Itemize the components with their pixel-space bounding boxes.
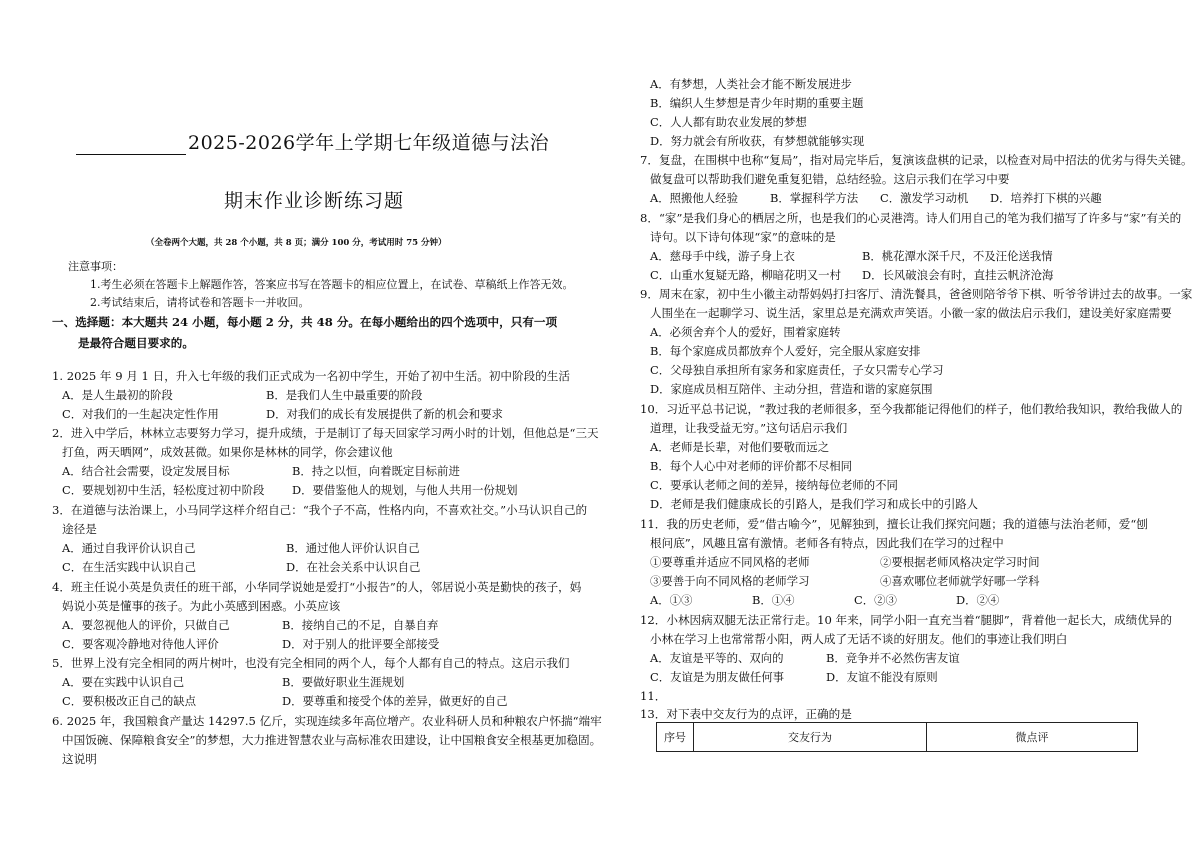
question-7-stem: 7．复盘，在围棋中也称“复局”，指对局完毕后，复演该盘棋的记录，以检查对局中招法的优劣与得失关键。 (640, 153, 1193, 167)
table-header-comment: 微点评 (927, 723, 1138, 752)
table-header-index: 序号 (657, 723, 694, 752)
question-7-option-a: A．照搬他人经验 (650, 191, 738, 205)
question-1-stem: 1. 2025 年 9 月 1 日，升入七年级的我们正式成为一名初中学生，开始了初中生活。初中阶段的生活 (52, 369, 570, 383)
question-13-table (656, 722, 1138, 752)
question-4-option-a: A．要忽视他人的评价，只做自己 (62, 618, 230, 632)
question-6-option-a: A．有梦想，人类社会才能不断发展进步 (650, 77, 852, 91)
question-10-stem-cont: 道理，让我受益无穷。”这句话启示我们 (650, 421, 848, 435)
question-10-option-b: B．每个人心中对老师的评价都不尽相同 (650, 459, 853, 473)
question-2-option-a: A．结合社会需要，设定发展目标 (62, 464, 230, 478)
table-header-behavior: 交友行为 (694, 723, 927, 752)
question-5-option-a: A．要在实践中认识自己 (62, 675, 185, 689)
notice-item-1: 1.考生必须在答题卡上解题作答，答案应书写在答题卡的相应位置上，在试卷、草稿纸上作答无效。 (90, 278, 574, 291)
question-11-blank: 11． (640, 689, 667, 703)
question-9-option-c: C．父母独自承担所有家务和家庭责任，子女只需专心学习 (650, 363, 944, 377)
question-9-option-a: A．必须舍弃个人的爱好，围着家庭转 (650, 325, 841, 339)
question-11-statement-4: ④喜欢哪位老师就学好哪一学科 (880, 574, 1040, 588)
question-6-stem: 6. 2025 年，我国粮食产量达 14297.5 亿斤，实现连续多年高位增产。农业科研人员和种粮农户怀揣“端牢 (52, 714, 602, 728)
question-3-option-c: C．在生活实践中认识自己 (62, 560, 197, 574)
question-3-stem: 3．在道德与法治课上，小马同学这样介绍自己：“我个子不高，性格内向，不喜欢社交。”小马认识自己的 (52, 503, 588, 517)
question-6-option-b: B．编织人生梦想是青少年时期的重要主题 (650, 96, 864, 110)
name-blank-line (76, 140, 186, 155)
question-11-stem: 11．我的历史老师，爱“借古喻今”，见解独到，擅长让我们探究问题；我的道德与法治老师，爱“刨 (640, 517, 1148, 531)
question-4-stem-cont: 妈说小英是懂事的孩子。为此小英感到困惑。小英应该 (62, 599, 341, 613)
exam-title-text: 2025-2026学年上学期七年级道德与法治 (188, 132, 550, 154)
question-12-stem-cont: 小林在学习上也常常帮小阳，两人成了无话不谈的好朋友。他们的事迹让我们明白 (650, 632, 1068, 646)
question-12-option-c: C．友谊是为朋友做任何事 (650, 670, 785, 684)
section-1-heading-cont: 是最符合题目要求的。 (78, 336, 194, 350)
question-12-stem: 12．小林因病双腿无法正常行走。10 年来，同学小阳一直充当着“腿脚”，背着他一起长大，成绩优异的 (640, 613, 1172, 627)
question-3-option-d: D．在社会关系中认识自己 (286, 560, 421, 574)
question-11-option-d: D．②④ (956, 593, 1000, 607)
question-4-option-b: B．接纳自己的不足，自暴自弃 (282, 618, 439, 632)
table-header-row (657, 723, 1138, 752)
question-6-option-c: C．人人都有助农业发展的梦想 (650, 115, 807, 129)
question-12-option-d: D．友谊不能没有原则 (826, 670, 938, 684)
question-10-option-d: D．老师是我们健康成长的引路人，是我们学习和成长中的引路人 (650, 497, 979, 511)
question-8-stem-cont: 诗句。以下诗句体现“家”的意味的是 (650, 230, 836, 244)
question-4-option-c: C．要客观冷静地对待他人评价 (62, 637, 219, 651)
question-1-option-b: B．是我们人生中最重要的阶段 (266, 388, 423, 402)
question-5-option-c: C．要积极改正自己的缺点 (62, 694, 197, 708)
question-7-option-c: C．激发学习动机 (880, 191, 969, 205)
exam-subtitle: 期末作业诊断练习题 (224, 190, 405, 212)
question-4-stem: 4．班主任说小英是负责任的班干部，小华同学说她是爱打“小报告”的人，邻居说小英是勤快的孩子，妈 (52, 580, 582, 594)
question-8-option-b: B．桃花潭水深千尺，不及汪伦送我情 (862, 249, 1053, 263)
question-5-option-b: B．要做好职业生涯规划 (282, 675, 405, 689)
question-3-stem-cont: 途径是 (62, 522, 97, 536)
section-1-heading: 一、选择题：本大题共 24 小题，每小题 2 分，共 48 分。在每小题给出的四个选项中，只有一项 (52, 315, 558, 329)
question-10-option-c: C．要承认老师之间的差异，接纳每位老师的不同 (650, 478, 898, 492)
question-9-option-d: D．家庭成员相互陪伴、主动分担，营造和谐的家庭氛围 (650, 382, 933, 396)
question-10-option-a: A．老师是长辈，对他们要敬而远之 (650, 440, 830, 454)
exam-title (76, 128, 549, 155)
question-3-option-b: B．通过他人评价认识自己 (286, 541, 420, 555)
question-11-statement-2: ②要根据老师风格决定学习时间 (880, 555, 1040, 569)
notice-heading: 注意事项： (68, 260, 123, 273)
question-2-option-c: C．要规划初中生活，轻松度过初中阶段 (62, 483, 265, 497)
question-8-option-a: A．慈母手中线，游子身上衣 (650, 249, 795, 263)
question-6-option-d: D．努力就会有所收获，有梦想就能够实现 (650, 134, 865, 148)
question-13-stem: 13．对下表中交友行为的点评，正确的是 (640, 707, 852, 721)
question-11-option-c: C．②③ (854, 593, 897, 607)
question-8-option-c: C．山重水复疑无路，柳暗花明又一村 (650, 268, 841, 282)
question-1-option-d: D．对我们的成长有发展提供了新的机会和要求 (266, 407, 503, 421)
question-2-stem-cont: 打鱼，两天晒网”，成效甚微。如果你是林林的同学，你会建议他 (62, 445, 393, 459)
question-12-option-a: A．友谊是平等的、双向的 (650, 651, 784, 665)
question-11-option-b: B．①④ (752, 593, 795, 607)
question-8-stem: 8．“家”是我们身心的栖居之所，也是我们的心灵港湾。诗人们用自己的笔为我们描写了许多与“家”有关的 (640, 211, 1182, 225)
question-9-stem: 9．周末在家，初中生小徽主动帮妈妈打扫客厅、清洗餐具，爸爸则陪爷爷下棋、听爷爷讲过去的故事。一家 (640, 287, 1193, 301)
question-6-stem-cont: 中国饭碗、保障粮食安全”的梦想，大力推进智慧农业与高标准农田建设，让中国粮食安全根基更加稳固。 (62, 733, 602, 747)
question-2-option-b: B．持之以恒，向着既定目标前进 (292, 464, 460, 478)
question-7-option-b: B．掌握科学方法 (770, 191, 859, 205)
question-12-option-b: B．竞争并不必然伤害友谊 (826, 651, 960, 665)
question-7-option-d: D．培养打下棋的兴趣 (990, 191, 1102, 205)
question-9-option-b: B．每个家庭成员都放弃个人爱好，完全服从家庭安排 (650, 344, 921, 358)
exam-meta: （全卷两个大题，共 28 个小题，共 8 页；满分 100 分，考试用时 75 分钟） (146, 238, 447, 248)
question-9-stem-cont: 人围坐在一起聊学习、说生活，家里总是充满欢声笑语。小徽一家的做法启示我们，建设美好家庭需要 (650, 306, 1172, 320)
question-1-option-c: C．对我们的一生起决定性作用 (62, 407, 219, 421)
question-11-stem-cont: 根问底”，风趣且富有激情。老师各有特点，因此我们在学习的过程中 (650, 536, 1004, 550)
question-5-stem: 5．世界上没有完全相同的两片树叶，也没有完全相同的两个人，每个人都有自己的特点。这启示我们 (52, 656, 570, 670)
question-7-stem-cont: 做复盘可以帮助我们避免重复犯错，总结经验。这启示我们在学习中要 (650, 172, 1010, 186)
question-10-stem: 10．习近平总书记说，“教过我的老师很多，至今我都能记得他们的样子，他们教给我知识，教给我做人的 (640, 402, 1183, 416)
question-5-option-d: D．要尊重和接受个体的差异，做更好的自己 (282, 694, 508, 708)
question-6-stem-end: 这说明 (62, 752, 97, 766)
question-11-option-a: A．①③ (650, 593, 693, 607)
question-1-option-a: A．是人生最初的阶段 (62, 388, 173, 402)
question-2-option-d: D．要借鉴他人的规划，与他人共用一份规划 (292, 483, 518, 497)
question-8-option-d: D．长风破浪会有时，直挂云帆济沧海 (862, 268, 1054, 282)
question-11-statement-1: ①要尊重并适应不同风格的老师 (650, 555, 810, 569)
question-4-option-d: D．对于别人的批评要全部接受 (282, 637, 440, 651)
question-11-statement-3: ③要善于向不同风格的老师学习 (650, 574, 810, 588)
question-2-stem: 2．进入中学后，林林立志要努力学习，提升成绩，于是制订了每天回家学习两小时的计划，但他总是“三天 (52, 426, 599, 440)
notice-item-2: 2.考试结束后，请将试卷和答题卡一并收回。 (90, 296, 310, 309)
question-3-option-a: A．通过自我评价认识自己 (62, 541, 196, 555)
